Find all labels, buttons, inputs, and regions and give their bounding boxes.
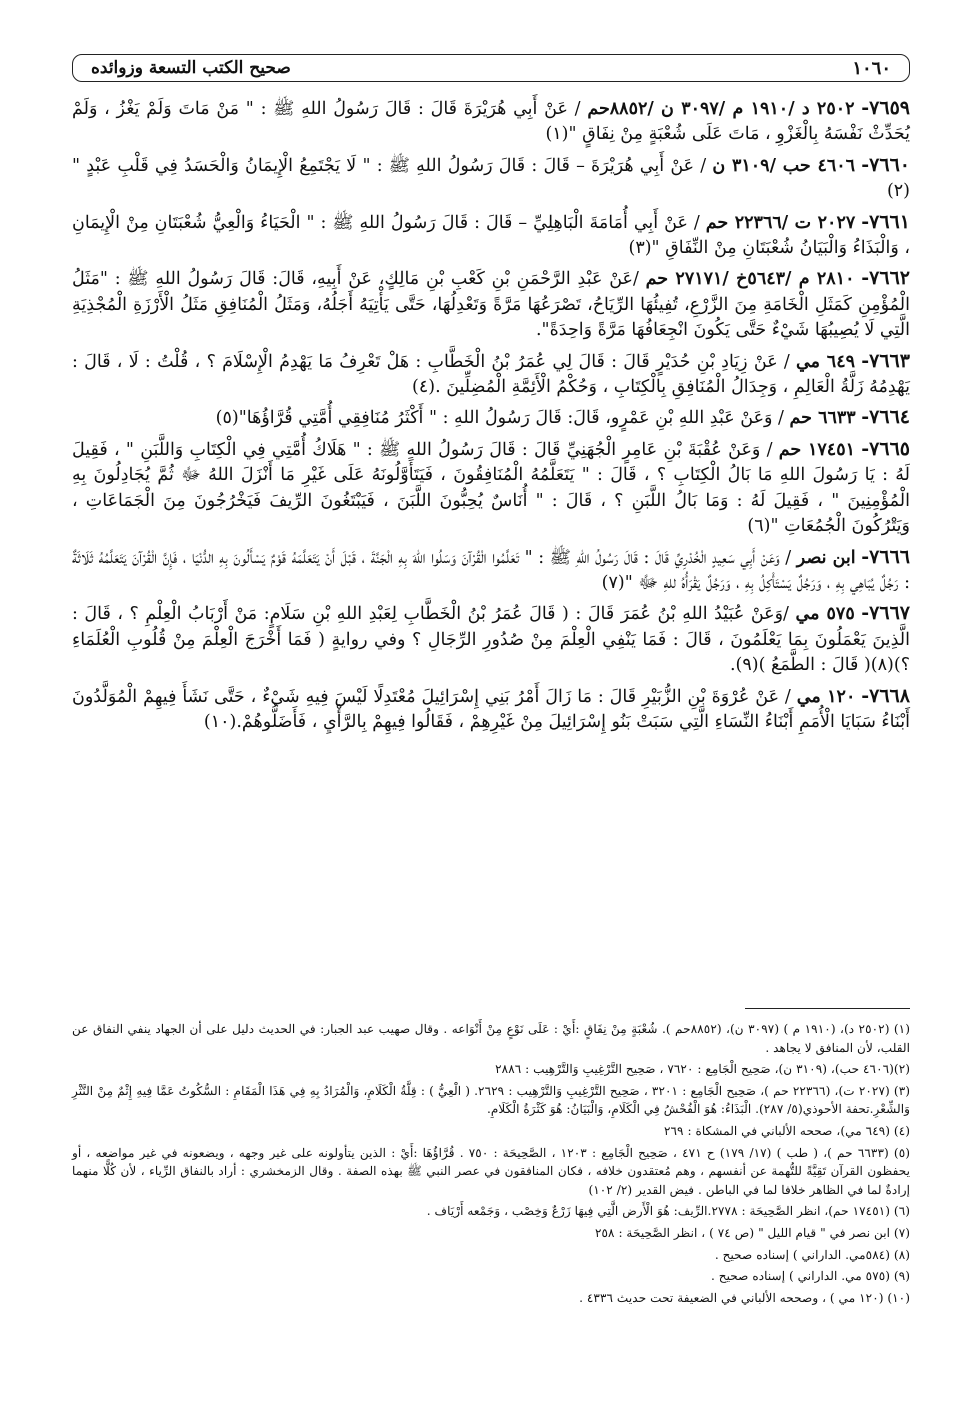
footnote-1: (١) (٢٥٠٢ د)، (١٩١٠ م ) (٣٠٩٧ ن)، (٨٨٥٢حم ). شُعْبَةٍ مِنْ نِفَاقٍ :أَيْ : عَلَى نَوْعٍ مِنْ أَنْوَاعه . وقال صهيب عبد الجبار: في الحديث دليل على أن الجهاد ينفي النفاق عن القلب، لأن المنافق لا يجاهد .	[72, 1022, 910, 1055]
hadith-7663	[72, 349, 910, 401]
hadith-reference: ابن نصر	[796, 547, 856, 568]
hadith-7662	[72, 266, 910, 343]
hadith-reference: ٢٠٢٧ ت /٢٢٣٦٦ حم	[705, 212, 856, 233]
footnote-6: (٦) (١٧٤٥١ حم)، انظر الصَّحِيحَة : ٢٧٧٨.الرِّيف: هُوَ الْأَرض الَّتِي فِيهَا زَرْعٌ وَخِصْب ، وَجَمْعه أَرْيَاف .	[426, 1204, 910, 1219]
hadith-7667	[72, 601, 910, 678]
hadith-number: ٧٦٦٢-	[861, 267, 910, 290]
footnote-4: (٤) (٦٤٩ مي)، صححه الألباني في المشكاة : ٢٦٩	[663, 1123, 910, 1138]
hadith-reference: ١٧٤٥١ حم	[778, 439, 855, 460]
hadith-number: ٧٦٦٦-	[861, 545, 910, 568]
hadith-7664	[72, 405, 910, 431]
hadith-7661	[72, 210, 910, 262]
hadith-7666	[72, 545, 910, 597]
hadith-text: / عَنْ أَبِي هُرَيْرَةَ – قَالَ : قَالَ رَسُولُ اللهِ ﷺ : " لَا يَجْتَمِعُ الْإِيمَانُ وَالْحَسَدُ فِي قَلْبِ عَبْدٍ "(٢)	[72, 155, 910, 202]
hadith-number: ٧٦٥٩-	[861, 97, 910, 119]
hadith-text: / عَنْ عُرْوَةَ بْنِ الزُّبَيْرِ قَالَ : مَا زَالَ أَمْرُ بَنِي إِسْرَائِيلَ مُعْتَدِلًا لَيْسَ فِيهِ شَيْءٌ ، حَتَّى نَشَأَ فِيهِمْ الْمُوَلَّدُونَ أَبْنَاءُ سَبَايَا الْأُمَمِ أَبْنَاءُ النِّسَاءِ الَّتِي سَبَتْ بَنُو إِسْرَائِيلَ مِنْ غَيْرِهِمْ ، فَقَالُوا فِيهِمْ بِالرَّأْيِ ، فَأَضَلُّوهُمْ.(١٠)	[72, 686, 910, 732]
document-page	[72, 40, 910, 1400]
page-header	[72, 54, 910, 82]
hadith-text: / عَنْ زِيَادِ بْنِ حُدَيْرٍ قَالَ : قَالَ لِي عُمَرُ بْنُ الْخَطَّابِ : هَلْ تَعْرِفُ مَا يَهْدِمُ الْإِسْلَامَ ؟ ، قُلْتُ : لَا ، قَالَ : يَهْدِمُهُ زَلَّةُ الْعَالِمِ ، وَجِدَالُ الْمُنَافِقِ بِالْكِتَابِ ، وَحُكْمُ الْأَئِمَّةِ الْمُضِلِّينَ .(٤)	[72, 351, 910, 398]
hadith-text: /عَنْ عَبْدِ الرَّحْمَنِ بْنِ كَعْبِ بْنِ مَالِكٍ، عَنْ أَبِيهِ، قَالَ: قَالَ رَسُولُ اللهِ ﷺ : "مَثَلُ الْمُؤْمِنِ كَمَثَلِ الْخَامَةِ مِنَ الزَّرْعِ، تُفِيئُهَا الرِّيَاحُ، تَصْرَعُهَا مَرَّةً وَتَعْدِلُهَا، حَتَّى يَأْتِيَهُ أَجَلُهُ، وَمَثَلُ الْمُنَافِقِ مَثَلُ الْأَرْزَةِ الْمُجْذِيَةِ الَّتِي لَا يُصِيبُهَا شَيْءٌ حَتَّى يَكُونَ انْجِعَافُهَا مَرَّةً وَاحِدَةً".	[72, 269, 910, 341]
hadith-reference: ٦٤٩ مي	[796, 351, 855, 372]
book-title: صحيح الكتب التسعة وزوائده	[91, 58, 291, 78]
footnote-3: (٣) (٢٠٢٧ ت)، (٢٢٣٦٦ حم )، صَحِيح الْجَامِع : ٣٢٠١ ، صَحِيح التَّرْغِيبِ وَالتَّرْهِيب : ٢٦٢٩. ( الْعِيُّ ) : قِلَّةُ الْكَلَامِ، وَالْمُرَادُ بِهِ فِي هَذَا الْمَقَامِ : السُّكُوتُ عَمَّا فِيهِ إِثْمٌ مِنْ النَّثْرِ وَالشِّعْرِ.تحفة الأحوذي(٥/ ٢٨٧). الْبَذَاءُ: هُوَ الْفُحْشُ فِي الْكَلَامِ، وَالْبَيَانُ: هُوَ كَثْرَةُ الْكَلَامِ.	[72, 1083, 910, 1117]
hadith-text: /وَعَنْ عُبَيْدُ اللهِ بْنُ عُمَرَ قَالَ : ( قَالَ عُمَرُ بْنُ الْخَطَّابِ لِعَبْدِ اللهِ بْنِ سَلَامٍ: مَنْ أَرْبَابُ الْعِلْمِ ؟ ، قَالَ : الَّذِينَ يَعْمَلُونَ بِمَا يَعْلَمُونَ ، قَالَ : فَمَا يَنْفِي الْعِلْمَ مِنْ صُدُورِ الرِّجَالِ ؟ وفي روايةٍ ( فَمَا أَخْرَجَ الْعِلْمَ مِنْ قُلُوبِ الْعُلَمَاءِ ؟)(٨)( قَالَ : الطَّمَعُ )(٩).	[72, 604, 910, 676]
hadith-7668	[72, 684, 910, 736]
footnotes	[72, 1020, 910, 1310]
hadith-number: ٧٦٦٠-	[861, 153, 910, 176]
hadith-text: / وَعَنْ عُقْبَةَ بْنِ عَامِرٍ الْجُهَنِيِّ قَالَ : قَالَ رَسُولُ اللهِ ﷺ : " هَلَاكُ أُمَّتِي فِي الْكِتَابِ وَاللَّبَنِ " ، فَقِيلَ لَهُ : يَا رَسُولَ اللهِ مَا بَالُ الْكِتَابِ ؟ ، قَالَ : " يَتَعَلَّمُهُ الْمُنَافِقُونَ ، فَيَتَأَوَّلُونَهُ عَلَى غَيْرِ مَا أَنْزَلَ اللهُ ﷻ ثُمَّ يُجَادِلُونَ بِهِ الْمُؤْمِنِينَ " ، فَقِيلَ لَهُ : وَمَا بَالُ اللَّبَنِ ؟ ، قَالَ : " أُنَاسٌ يُحِبُّونَ اللَّبَنَ ، فَيَبْتَغُونَ الرِّيفَ فَيَخْرُجُونَ مِنَ الْجَمَاعَاتِ ، وَيَتْرُكُونَ الْجُمُعَاتِ "(٦)	[72, 439, 910, 537]
hadith-7659	[72, 96, 910, 148]
footnote-divider	[745, 1008, 910, 1009]
footnote-8: (٨) (٥٨٤مي. الداراني ) إسناده صحيح .	[714, 1247, 910, 1262]
footnote-7: (٧) ابن نصر في " قيام الليل " (ص ٧٤ ) ، انظر الصَّحِيحَة : ٢٥٨	[594, 1225, 910, 1240]
hadith-reference: ٢٨١٠ م /٥٦٤٣خ /٢٧١٧١ حم	[645, 269, 855, 290]
hadith-number: ٧٦٦٨-	[861, 684, 910, 707]
hadith-number: ٧٦٦١-	[861, 210, 910, 233]
footnote-5: (٥) (٦٦٣٣ حم )، ( طب ) (١٧/ ١٧٩) ح ٤٧١ ، صَحِيح الْجَامِع : ١٢٠٣ ، الصَّحِيحَة : ٧٥٠ . قُرَّاؤُهَا :أَيْ : الذين يتأولونه على غير وجهه ، ويضعونه في غير مواضعه ، أو يحفظون القرآن تَقِيَّةً للتُّهمة عن أنفسهم ، وهم مُعتقدون خلافه ، فكان المنافقون في عصر النبي ﷺ بهذه الصفة . وقال الزمخشري : أراد بالنفاق الرِّياء ، لأن كُلًّا منهما إرادةٌ لما في الظاهر خلافا لما في الباطن . فيض القدير (٢/ ١٠٢)	[72, 1145, 911, 1197]
hadith-list	[72, 96, 910, 740]
footnote-10: (١٠) (١٢٠ مي ) ، وصححه الألباني في الضعيفة تحت حديث ٤٣٣٦ .	[579, 1290, 910, 1305]
hadith-number: ٧٦٦٣-	[861, 349, 910, 372]
hadith-text: / عَنْ أَبِي هُرَيْرَةَ قَالَ : قَالَ رَسُولُ اللهِ ﷺ : " مَنْ مَاتَ وَلَمْ يَغْزُ ، وَلَمْ يُحَدِّثْ نَفْسَهُ بِالْغَزْوِ ، مَاتَ عَلَى شُعْبَةٍ مِنْ نِفَاقٍ "(١)	[72, 99, 910, 145]
hadith-reference: ٥٧٥ مي	[795, 604, 855, 625]
footnote-9: (٩) (٥٧٥ مي. الداراني ) إسناده صحيح .	[710, 1269, 910, 1284]
hadith-number: ٧٦٦٤-	[861, 406, 910, 429]
hadith-number: ٧٦٦٥-	[861, 437, 910, 460]
hadith-reference: ٢٥٠٢ د /١٩١٠ م /٣٠٩٧ ن /٨٨٥٢حم	[587, 99, 855, 119]
hadith-reference: ٤٦٠٦ حب /٣١٠٩ ن	[712, 155, 856, 176]
hadith-text: / وَعَنْ عَبْدِ اللهِ بْنِ عَمْرٍو، قَالَ: قَالَ رَسُولُ اللهِ : " أَكْثَرُ مُنَافِقِي أُمَّتِي قُرَّاؤُهَا"(٥)	[215, 408, 784, 429]
page-number: ١٠٦٠	[852, 57, 891, 79]
hadith-7660	[72, 153, 910, 205]
hadith-reference: ١٢٠ مي	[796, 686, 856, 707]
hadith-reference: ٦٦٣٣ حم	[789, 408, 856, 429]
footnote-2: (٢)(٤٦٠٦ حب)، (٣١٠٩ ن)، صَحِيح الْجَامِع : ٧٦٢٠ ، صَحِيح التَّرْغِيبِ وَالتَّرْهِيب : ٢٨٨٦	[495, 1062, 910, 1077]
hadith-text: / وَعَنْ أَبِي سَعِيدٍ الْخُدْرِيِّ قَالَ : قَالَ رَسُولُ اللهِ ﷺ : " تَعَلَّمُوا الْقُرْآنَ وَسَلُوا اللهَ بِهِ الْجَنَّةَ ، قَبْلَ أَنْ يَتَعَلَّمَهُ قَوْمٌ يَسْأَلُونَ بِهِ الدُّنْيَا ، فَإِنَّ الْقُرْآنَ يَتَعَلَّمُهُ ثَلَاثَةٌ : رَجُلٌ يُبَاهِي بِهِ ، وَرَجُلٌ يَسْتَأْكِلُ بِهِ ، وَرَجُلٌ يَقْرَأُهُ للهِ ﷻ "(٧)	[72, 547, 910, 593]
hadith-text: / عَنْ أَبِي أُمَامَةَ الْبَاهِلِيِّ – قَالَ : قَالَ رَسُولُ اللهِ ﷺ : " الْحَيَاءُ وَالْعِيُّ شُعْبَتَانِ مِنْ الْإِيمَانِ ، وَالْبَذَاءُ وَالْبَيَانُ شُعْبَتَانِ مِنْ النِّفَاقِ "(٣)	[72, 212, 910, 259]
hadith-7665	[72, 437, 910, 540]
hadith-number: ٧٦٦٧-	[861, 602, 910, 625]
